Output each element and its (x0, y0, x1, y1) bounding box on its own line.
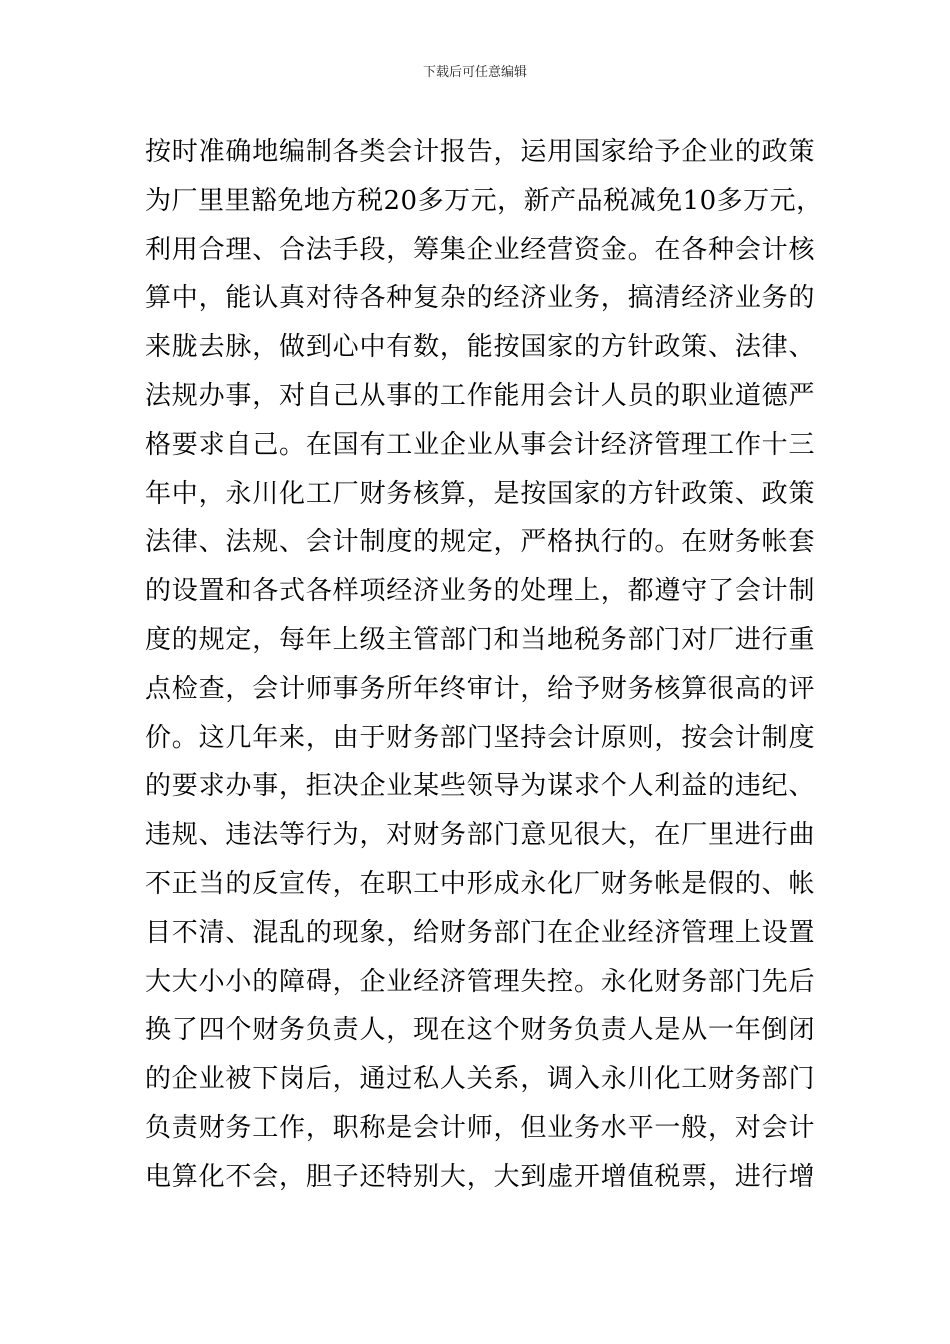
text-line: 电算化不会，胆子还特别大，大到虚开增值税票，进行增 (145, 1161, 815, 1192)
text-line: 来胧去脉，做到心中有数，能按国家的方针政策、法律、 (145, 332, 815, 363)
text-line: 年中，永川化工厂财务核算，是按国家的方针政策、政策 (145, 478, 815, 509)
text-line: 目不清、混乱的现象，给财务部门在企业经济管理上设置 (145, 917, 815, 948)
header-note: 下载后可任意编辑 (422, 65, 527, 80)
body-text (145, 128, 823, 1202)
text-line: 价。这几年来，由于财务部门坚持会计原则，按会计制度 (145, 722, 815, 753)
text-line: 格要求自己。在国有工业企业从事会计经济管理工作十三 (145, 429, 815, 460)
text-line: 的要求办事，拒决企业某些领导为谋求个人利益的违纪、 (145, 771, 815, 802)
text-line: 违规、违法等行为，对财务部门意见很大，在厂里进行曲 (145, 820, 815, 851)
text-line: 大大小小的障碍，企业经济管理失控。永化财务部门先后 (145, 966, 815, 997)
text-line: 换了四个财务负责人，现在这个财务负责人是从一年倒闭 (145, 1015, 815, 1046)
text-line: 负责财务工作，职称是会计师，但业务水平一般，对会计 (145, 1112, 815, 1143)
text-line: 的企业被下岗后，通过私人关系，调入永川化工财务部门 (145, 1064, 815, 1095)
text-line: 不正当的反宣传，在职工中形成永化厂财务帐是假的、帐 (145, 868, 815, 899)
text-line: 点检查，会计师事务所年终审计，给予财务核算很高的评 (145, 673, 815, 704)
text-line: 法律、法规、会计制度的规定，严格执行的。在财务帐套 (145, 527, 815, 558)
text-line: 算中，能认真对待各种复杂的经济业务，搞清经济业务的 (145, 283, 815, 314)
text-line: 度的规定，每年上级主管部门和当地税务部门对厂进行重 (145, 624, 815, 655)
text-line: 的设置和各式各样项经济业务的处理上，都遵守了会计制 (145, 576, 815, 607)
text-line: 按时准确地编制各类会计报告，运用国家给予企业的政策 (145, 137, 815, 167)
text-line: 法规办事，对自己从事的工作能用会计人员的职业道德严 (145, 380, 815, 411)
text-line: 利用合理、合法手段，筹集企业经营资金。在各种会计核 (145, 234, 815, 265)
text-line: 为厂里里豁免地方税20多万元，新产品税减免10多万元， (145, 185, 823, 216)
